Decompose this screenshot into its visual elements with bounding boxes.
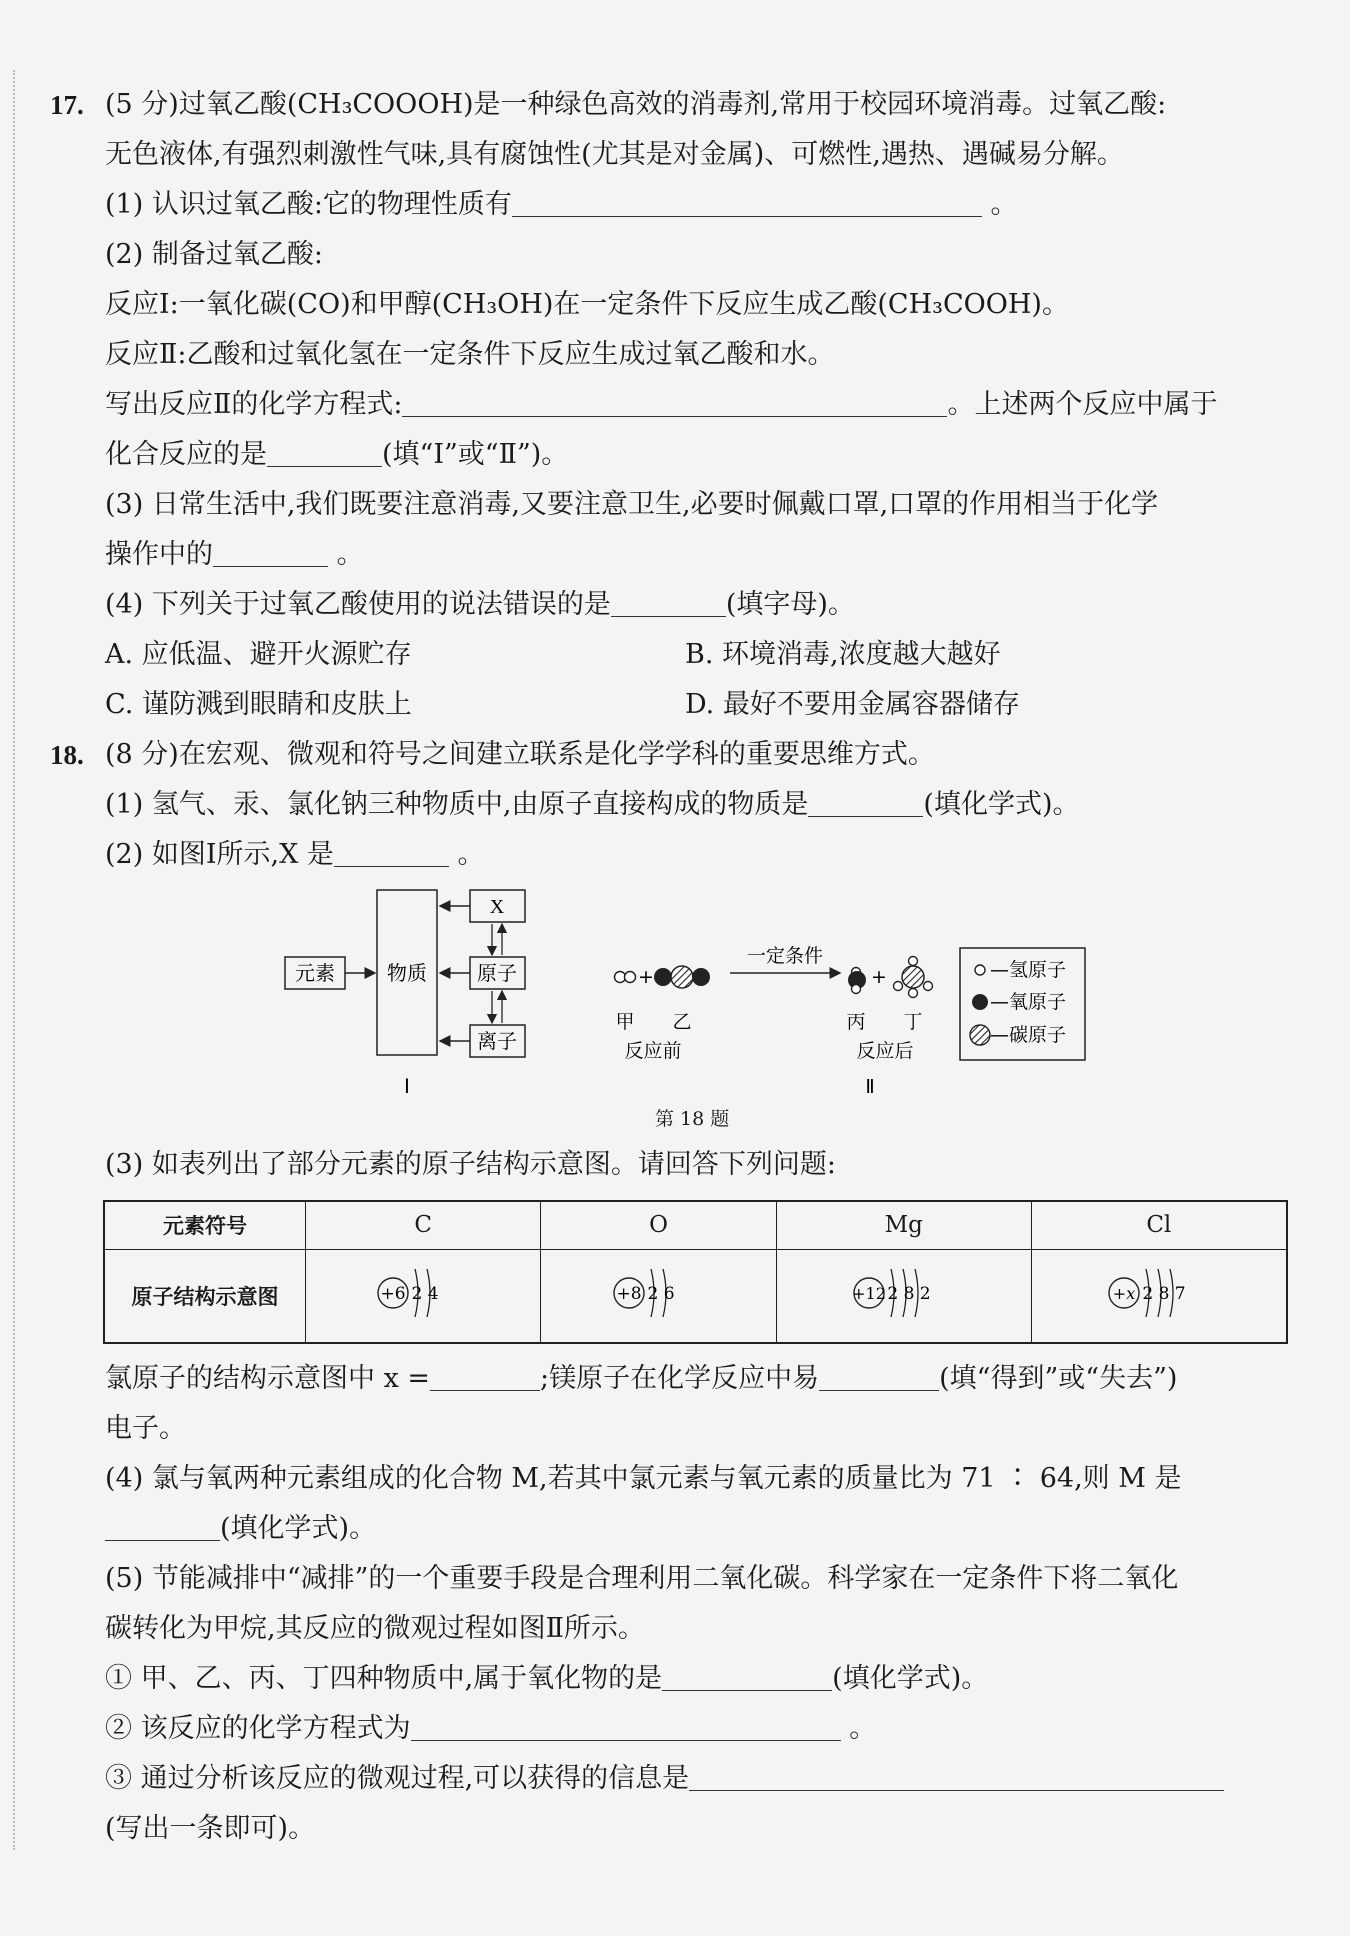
carbon-atom bbox=[902, 966, 924, 988]
svg-text:+6: +6 bbox=[380, 1283, 406, 1304]
q18-sub2: ② 该反应的化学方程式为 。 bbox=[105, 1713, 877, 1744]
q18-part5-line2: 碳转化为甲烷,其反应的微观过程如图Ⅱ所示。 bbox=[105, 1613, 645, 1644]
answer-blank[interactable] bbox=[402, 390, 947, 417]
svg-text:乙: 乙 bbox=[672, 1011, 692, 1033]
q17-option-d: D. 最好不要用金属容器储存 bbox=[685, 689, 1020, 720]
atom-label: 原子 bbox=[477, 961, 517, 985]
svg-text:2 8 7: 2 8 7 bbox=[1142, 1283, 1186, 1304]
figure-2-label: Ⅱ bbox=[865, 1077, 875, 1098]
q17-number: 17. bbox=[50, 90, 84, 120]
q17-option-b: B. 环境消毒,浓度越大越好 bbox=[685, 639, 1001, 670]
atomic-structure-table bbox=[103, 1200, 1288, 1344]
svg-text:—氢原子: —氢原子 bbox=[990, 959, 1067, 981]
q17-intro-line2: 无色液体,有强烈刺激性气味,具有腐蚀性(尤其是对金属)、可燃性,遇热、遇碱易分解。 bbox=[105, 139, 1124, 170]
table-cell: Mg bbox=[776, 1201, 1031, 1249]
q17-reaction2: 反应Ⅱ:乙酸和过氧化氢在一定条件下反应生成过氧乙酸和水。 bbox=[105, 339, 835, 370]
q18-part3-end: 电子。 bbox=[105, 1413, 186, 1444]
table-cell: Cl bbox=[1031, 1201, 1287, 1249]
answer-blank[interactable] bbox=[430, 1364, 540, 1391]
q17-part1: (1) 认识过氧乙酸:它的物理性质有 。 bbox=[105, 189, 1018, 220]
q18-part3-questions: 氯原子的结构示意图中 x = ;镁原子在化学反应中易 (填“得到”或“失去”) bbox=[105, 1363, 1178, 1394]
svg-text:甲: 甲 bbox=[615, 1011, 635, 1033]
answer-blank[interactable] bbox=[213, 540, 328, 567]
table-cell: C bbox=[306, 1201, 541, 1249]
svg-text:2 8 2: 2 8 2 bbox=[887, 1283, 931, 1304]
q17-part3-line1: (3) 日常生活中,我们既要注意消毒,又要注意卫生,必要时佩戴口罩,口罩的作用相当于化学 bbox=[105, 489, 1159, 520]
hydrogen-atom bbox=[625, 972, 636, 983]
q17-equation-line: 写出反应Ⅱ的化学方程式: 。上述两个反应中属于 bbox=[105, 389, 1218, 420]
q17-part2: (2) 制备过氧乙酸: bbox=[105, 239, 323, 270]
answer-blank[interactable] bbox=[808, 790, 923, 817]
q17-reaction1: 反应Ⅰ:一氧化碳(CO)和甲醇(CH₃OH)在一定条件下反应生成乙酸(CH₃COOH)。 bbox=[105, 289, 1069, 320]
table-row bbox=[104, 1201, 1287, 1249]
table-row bbox=[104, 1249, 1287, 1343]
answer-blank[interactable] bbox=[411, 1714, 841, 1741]
svg-text:—氧原子: —氧原子 bbox=[990, 991, 1067, 1013]
svg-text:+x: +x bbox=[1112, 1283, 1136, 1303]
answer-blank[interactable] bbox=[512, 190, 982, 217]
q18-number: 18. bbox=[50, 740, 84, 770]
svg-text:+12: +12 bbox=[851, 1283, 886, 1303]
q18-part4-line1: (4) 氯与氧两种元素组成的化合物 M,若其中氯元素与氧元素的质量比为 71 ∶ 64,则 M 是 bbox=[105, 1463, 1182, 1494]
answer-blank[interactable] bbox=[662, 1664, 832, 1691]
svg-text:丙: 丙 bbox=[846, 1011, 866, 1033]
oxygen-legend-icon bbox=[972, 994, 988, 1010]
q18-part3: (3) 如表列出了部分元素的原子结构示意图。请回答下列问题: bbox=[105, 1149, 836, 1180]
q18-intro: (8 分)在宏观、微观和符号之间建立联系是化学学科的重要思维方式。 bbox=[105, 739, 935, 770]
carbon-atom bbox=[671, 966, 693, 988]
hydrogen-atom bbox=[852, 985, 861, 994]
atom-diagram-cl bbox=[1031, 1249, 1287, 1343]
oxygen-atom bbox=[692, 968, 710, 986]
svg-text:+: + bbox=[638, 966, 654, 988]
after-label: 反应后 bbox=[856, 1040, 914, 1062]
figure-1 bbox=[285, 890, 525, 1098]
element-label: 元素 bbox=[295, 961, 335, 985]
hydrogen-legend-icon bbox=[975, 965, 985, 975]
q17-intro-line1: (5 分)过氧乙酸(CH₃COOOH)是一种绿色高效的消毒剂,常用于校园环境消毒。过氧乙酸: bbox=[105, 89, 1167, 120]
q18-part2: (2) 如图Ⅰ所示,X 是 。 bbox=[105, 839, 485, 870]
svg-text:2 6: 2 6 bbox=[647, 1283, 675, 1304]
answer-blank[interactable] bbox=[689, 1764, 1224, 1791]
atom-diagram-o bbox=[541, 1249, 776, 1343]
q18-part4-line2: (填化学式)。 bbox=[105, 1512, 376, 1546]
substance-label: 物质 bbox=[387, 961, 427, 985]
hydrogen-atom bbox=[894, 982, 903, 991]
condition-label: 一定条件 bbox=[746, 945, 824, 967]
ion-label: 离子 bbox=[477, 1029, 517, 1053]
q17-combination-line: 化合反应的是 (填“Ⅰ”或“Ⅱ”)。 bbox=[105, 439, 569, 470]
figure-1-label: Ⅰ bbox=[404, 1076, 410, 1098]
x-label: X bbox=[489, 896, 505, 918]
svg-text:—碳原子: —碳原子 bbox=[990, 1024, 1067, 1046]
figure-caption: 第 18 题 bbox=[655, 1108, 730, 1130]
q18-part5-line1: (5) 节能减排中“减排”的一个重要手段是合理利用二氧化碳。科学家在一定条件下将二氧化 bbox=[105, 1563, 1179, 1594]
svg-text:丁: 丁 bbox=[903, 1011, 923, 1033]
oxygen-atom bbox=[654, 968, 672, 986]
hydrogen-atom bbox=[924, 982, 933, 991]
answer-blank[interactable] bbox=[105, 1514, 220, 1541]
answer-blank[interactable] bbox=[611, 590, 726, 617]
q17-part3-line2: 操作中的 。 bbox=[105, 539, 364, 570]
answer-blank[interactable] bbox=[334, 840, 449, 867]
svg-text:2 4: 2 4 bbox=[411, 1283, 439, 1304]
q17-option-c: C. 谨防溅到眼睛和皮肤上 bbox=[105, 689, 412, 720]
svg-text:+8: +8 bbox=[616, 1283, 642, 1304]
figure-18 bbox=[270, 885, 1110, 1115]
svg-text:+: + bbox=[871, 966, 887, 988]
hydrogen-atom bbox=[909, 989, 918, 998]
q18-sub3: ③ 通过分析该反应的微观过程,可以获得的信息是 bbox=[105, 1762, 1224, 1796]
before-label: 反应前 bbox=[624, 1040, 682, 1062]
table-header: 原子结构示意图 bbox=[104, 1249, 306, 1343]
q17-part4: (4) 下列关于过氧乙酸使用的说法错误的是 (填字母)。 bbox=[105, 589, 855, 620]
q17-option-a: A. 应低温、避开火源贮存 bbox=[105, 639, 412, 670]
table-cell: O bbox=[541, 1201, 776, 1249]
q18-part1: (1) 氢气、汞、氯化钠三种物质中,由原子直接构成的物质是 (填化学式)。 bbox=[105, 789, 1080, 820]
atom-diagram-mg bbox=[776, 1249, 1031, 1343]
answer-blank[interactable] bbox=[819, 1364, 939, 1391]
answer-blank[interactable] bbox=[267, 440, 382, 467]
q18-sub3-end: (写出一条即可)。 bbox=[105, 1813, 316, 1844]
carbon-legend-icon bbox=[970, 1025, 990, 1045]
hydrogen-atom bbox=[909, 957, 918, 966]
q18-sub1: ① 甲、乙、丙、丁四种物质中,属于氧化物的是 (填化学式)。 bbox=[105, 1663, 989, 1694]
figure-2 bbox=[615, 945, 1086, 1098]
atom-diagram-c bbox=[306, 1249, 541, 1343]
table-header: 元素符号 bbox=[104, 1201, 306, 1249]
binding-margin bbox=[13, 70, 15, 1850]
